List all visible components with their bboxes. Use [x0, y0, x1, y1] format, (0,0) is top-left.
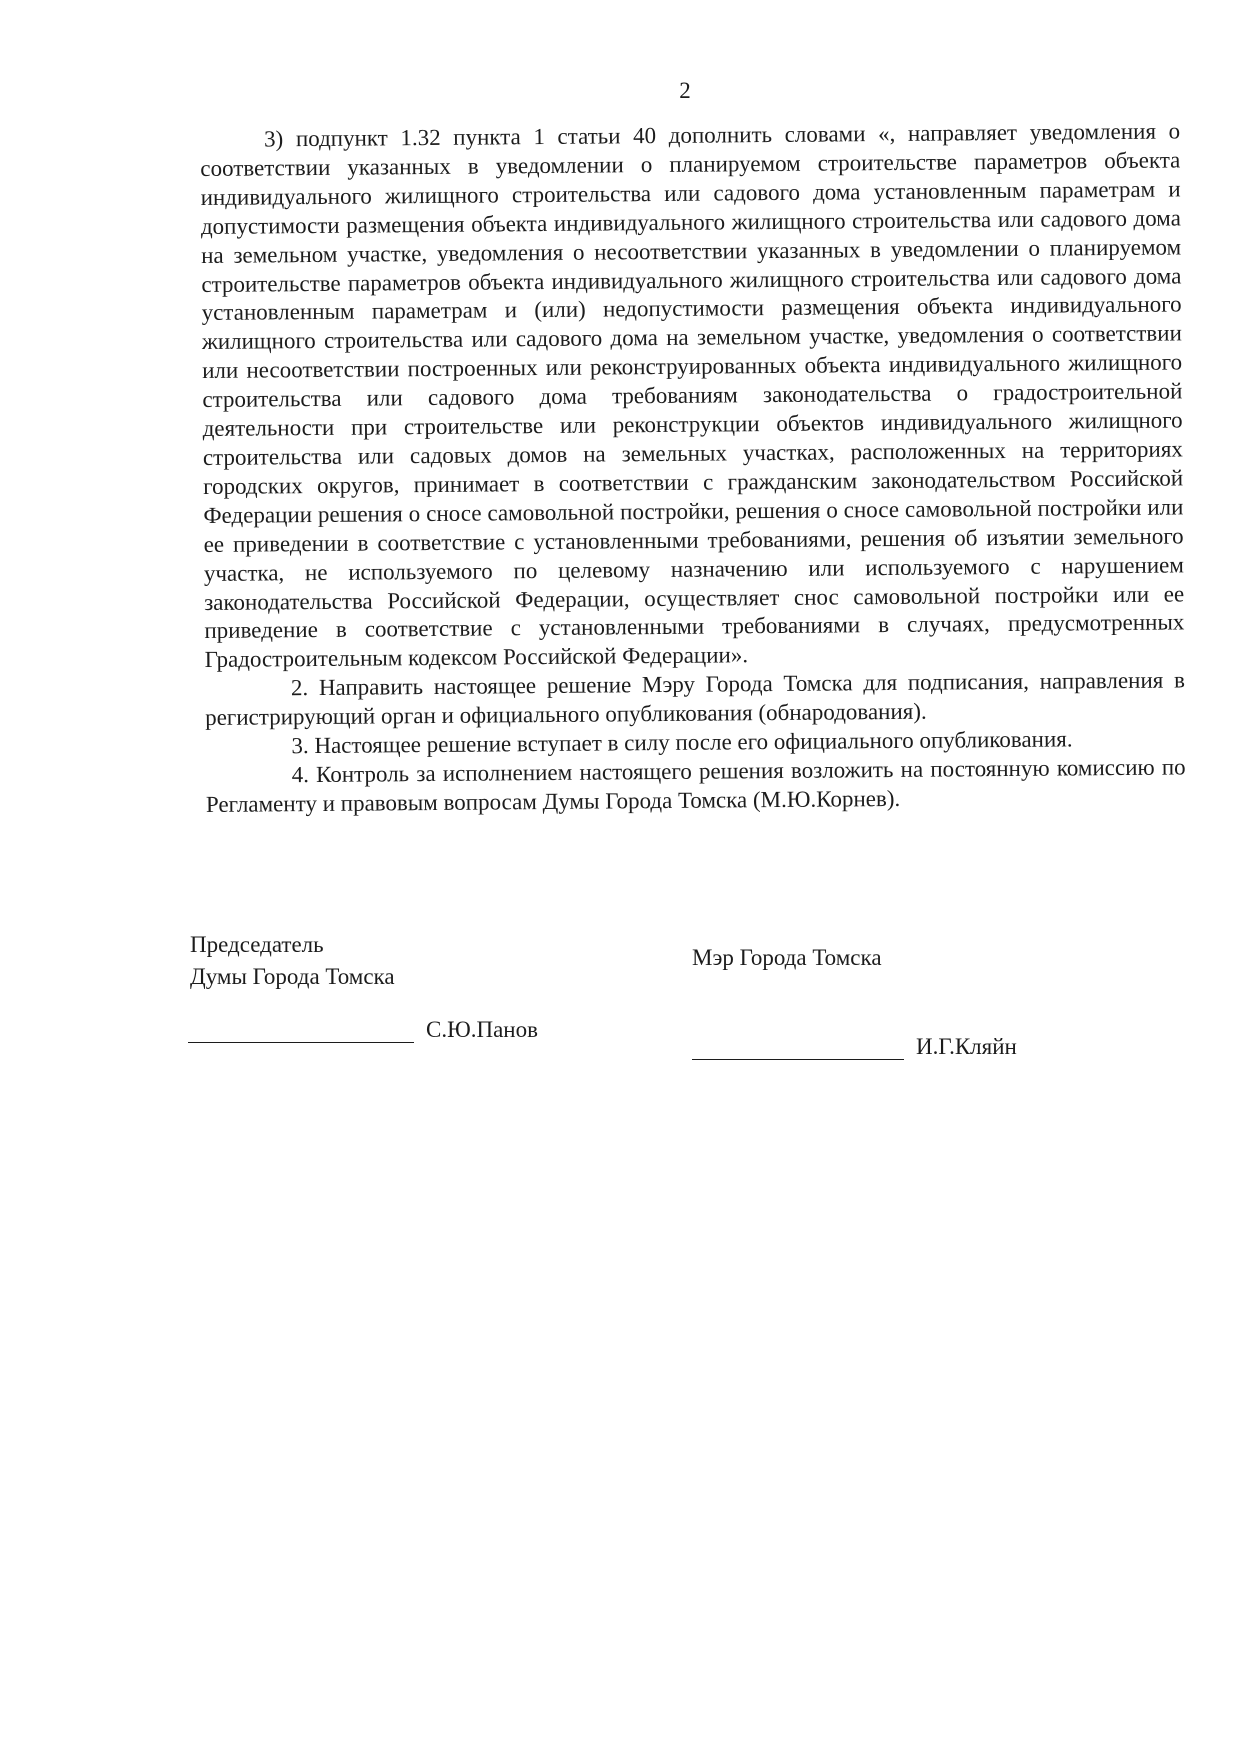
signature-underline	[188, 1020, 414, 1043]
paragraph-3: 3. Настоящее решение вступает в силу после его официального опубликования.	[291, 726, 1073, 759]
page-number: 2	[679, 78, 691, 103]
signature-block-mayor	[692, 942, 882, 974]
mayor-title: Мэр Города Томска	[692, 945, 882, 970]
signature-underline	[692, 1037, 904, 1060]
paragraph-4: 4. Контроль за исполнением настоящего решения возложить на постоянную комиссию по Регламенту и правовым вопросам Думы Города Томска (М.Ю.Корнев).	[205, 754, 1186, 817]
chairman-name: С.Ю.Панов	[426, 1017, 538, 1042]
signature-line-chairman	[188, 1017, 538, 1043]
signature-line-mayor	[692, 1034, 1017, 1060]
mayor-name: И.Г.Кляйн	[916, 1034, 1017, 1059]
chairman-title-line2: Думы Города Томска	[190, 964, 395, 989]
paragraph-2: 2. Направить настоящее решение Мэру Города Томска для подписания, направления в регистрирующий орган и официального опубликования (обнародования).	[205, 667, 1185, 731]
chairman-title-line1: Председатель	[190, 932, 324, 957]
document-body	[200, 117, 1186, 819]
paragraph-amendment-3: 3) подпункт 1.32 пункта 1 статьи 40 дополнить словами «, направляет уведомления о соответствии указанных в уведомлении о планируемом строительстве параметров объекта индивидуального жилищного строительства или садового дома установленным параметрам и допустимости размещения объекта индивидуального жилищного строительства или садового дома на земельном участке, уведомления о несоответствии указанных в уведомлении о планируемом строительстве параметров объекта индивидуального жилищного строительства или садового дома установленным параметрам и (или) недопустимости размещения объекта индивидуального жилищного строительства или садового дома на земельном участке, уведомления о соответствии или несоответствии построенных или реконструированных объекта индивидуального жилищного строительства или садового дома требованиям законодательства о градостроительной деятельности при строительстве или реконструкции объектов индивидуального жилищного строительства или садовых домов на земельных участках, расположенных на территориях городских округов, принимает в соответствии с гражданским законодательством Российской Федерации решения о сносе самовольной постройки, решения о сносе самовольной постройки или ее приведении в соответствие с установленными требованиями, решения об изъятии земельного участка, не используемого по целевому назначению или используемого с нарушением законодательства Российской Федерации, осуществляет снос самовольной постройки или ее приведение в соответствие с установленными требованиями в случаях, предусмотренных Градостроительным кодексом Российской Федерации».	[200, 118, 1185, 673]
signature-block-chairman	[190, 929, 395, 993]
